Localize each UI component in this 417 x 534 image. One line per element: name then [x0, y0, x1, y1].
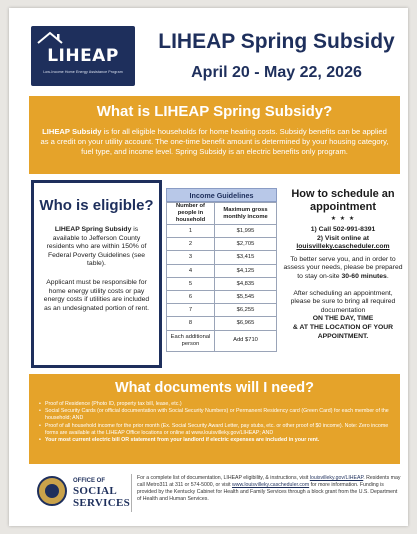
additional-person: Each additional person	[167, 330, 215, 351]
max-income: $4,835	[215, 277, 277, 290]
schedule-note: To better serve you, and in order to assess your needs, please be prepared to stay on-site 30-60 minutes.	[283, 255, 403, 280]
household-size: 1	[167, 225, 215, 238]
schedule-step-call: 1) Call 502-991-8391	[310, 226, 376, 233]
date-range: April 20 - May 22, 2026	[191, 64, 362, 81]
schedule-step-online: 2) Visit online at	[317, 234, 369, 242]
max-income: $3,415	[215, 251, 277, 264]
list-item: • Your most current electric bill OR statement from your landlord if electric expenses are included in your rent.	[39, 437, 397, 444]
footer-text-2: . Residents may call Metro311 at 311 or 574-5000, or visit	[137, 475, 401, 488]
household-size: 4	[167, 264, 215, 277]
eligibility-body: is available to Jefferson County residents who are within 150% of Federal Poverty Guidelines (see table).	[46, 226, 147, 268]
liheap-logo	[31, 26, 135, 86]
what-is-section	[29, 96, 400, 174]
list-item: • Proof of Residence (Photo ID, property tax bill, lease, etc.)	[39, 401, 397, 408]
what-is-lead: LIHEAP Subsidy	[42, 127, 102, 136]
income-table	[166, 202, 277, 352]
page-title: LIHEAP Spring Subsidy	[158, 30, 395, 53]
table-row	[167, 317, 277, 330]
table-row	[167, 264, 277, 277]
table-row	[167, 277, 277, 290]
cascheduler-link[interactable]: www.louisvilleky.cascheduler.com	[231, 482, 310, 488]
documents-heading: What documents will I need?	[115, 380, 314, 396]
max-income: $4,125	[215, 264, 277, 277]
footer-divider	[131, 474, 132, 512]
max-income: $5,545	[215, 290, 277, 303]
documentation-day-time: ON THE DAY, TIME	[312, 315, 374, 323]
additional-amount: Add $710	[215, 330, 277, 351]
eligibility-text	[42, 226, 151, 269]
eligibility-heading: Who is eligible?	[39, 197, 154, 214]
star-divider-icon: ★ ★ ★	[330, 216, 356, 222]
table-row	[167, 304, 277, 317]
office-of-label: OFFICE OF	[73, 478, 105, 484]
household-size: 8	[167, 317, 215, 330]
logo-subtitle: Low-Income Home Energy Assistance Program	[43, 70, 123, 74]
table-row	[167, 238, 277, 251]
schedule-heading: How to schedule an appointment	[291, 188, 395, 213]
documents-section	[29, 374, 400, 464]
max-income: $1,995	[215, 225, 277, 238]
schedule-section	[283, 188, 403, 341]
metro-seal-icon	[37, 476, 67, 506]
what-is-text	[39, 127, 390, 157]
footer-text-1: For a complete list of documentation, LIHEAP eligibility, & instructions, visit	[137, 475, 310, 481]
max-income: $6,965	[215, 317, 277, 330]
max-income: $2,705	[215, 238, 277, 251]
footer-text-3: for more information. Funding is provided by the Kentucky Cabinet for Health and Family Services through a block grant from the U.S. Department of Health and Human Services.	[137, 482, 398, 502]
documents-list	[39, 401, 397, 444]
table-row	[167, 290, 277, 303]
flyer-page	[9, 8, 408, 526]
documentation-note	[283, 290, 403, 316]
household-size: 3	[167, 251, 215, 264]
footer-text	[137, 475, 403, 503]
eligibility-box	[31, 180, 162, 368]
table-row	[167, 251, 277, 264]
income-guidelines	[166, 188, 277, 352]
household-size: 5	[167, 277, 215, 290]
eligibility-lead: LIHEAP Spring Subsidy	[54, 226, 132, 233]
household-size: 7	[167, 304, 215, 317]
col-header-household: Number of people in household	[167, 203, 215, 225]
services-label: SERVICES	[73, 497, 131, 509]
scheduler-link[interactable]: louisvilleky.cascheduler.com	[296, 243, 390, 251]
list-item: • Proof of all household income for the prior month (Ex. Social Security Award Letter, pay stubs, etc. or other proof of $0 income). Note: Zero income forms are available at the LIHEAP Office locations or online at www.louisvilleky.gov/LIHEAP; AND	[39, 423, 397, 437]
what-is-body: is for all eligible households for home heating costs. Subsidy benefits can be applied as a credit on your utility account. The one-time benefit amount is determined by your housing category, fuel type, and income level. Spring Subsidy is an electric benefits only program.	[40, 127, 389, 156]
household-size: 2	[167, 238, 215, 251]
table-row	[167, 330, 277, 351]
household-size: 6	[167, 290, 215, 303]
social-label: SOCIAL	[73, 485, 117, 497]
table-row	[167, 225, 277, 238]
list-item: • Social Security Cards (or official documentation with Social Security Numbers) or Permanent Residency card (Green Card) for each member of the household; AND	[39, 408, 397, 422]
col-header-income: Maximum gross monthly income	[215, 203, 277, 225]
eligibility-requirement: Applicant must be responsible for home energy utility costs or pay energy costs if utilities are included as an undesignated portion of rent.	[43, 279, 150, 312]
what-is-heading: What is LIHEAP Spring Subsidy?	[96, 103, 333, 120]
income-table-title: Income Guidelines	[166, 188, 277, 202]
schedule-duration: 30-60 minutes	[341, 272, 387, 280]
documentation-location: & AT THE LOCATION OF YOUR APPOINTMENT.	[292, 323, 394, 340]
schedule-note-text: To better serve you, and in order to assess your needs, please be prepared to stay on-site	[283, 255, 403, 280]
liheap-link[interactable]: louisvilleky.gov/LIHEAP	[309, 475, 364, 481]
max-income: $6,255	[215, 304, 277, 317]
logo-text: LIHEAP	[47, 46, 119, 66]
documentation-note-text: After scheduling an appointment, please be sure to bring all required documentation	[290, 289, 396, 314]
